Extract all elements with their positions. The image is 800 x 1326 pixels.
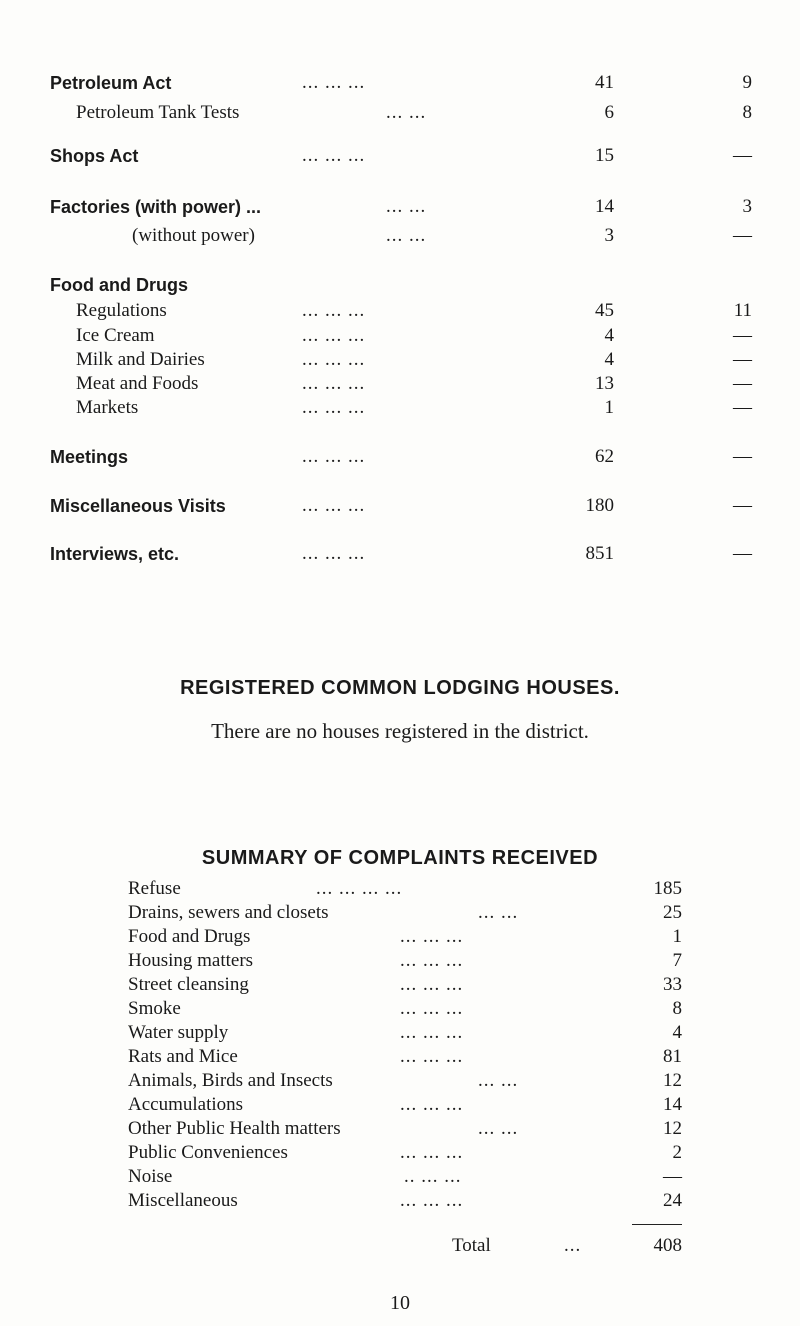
value-secondary: — <box>733 373 752 394</box>
complaint-count: 4 <box>672 1022 682 1043</box>
value-secondary: — <box>733 225 752 246</box>
value-secondary: 9 <box>742 72 752 93</box>
leader-dots: ... ... <box>386 225 427 246</box>
complaint-count: 7 <box>672 950 682 971</box>
row-label: Ice Cream <box>76 325 155 346</box>
value-count: 41 <box>595 72 614 93</box>
complaint-label: Miscellaneous <box>128 1190 238 1211</box>
lodging-houses-heading: REGISTERED COMMON LODGING HOUSES. <box>180 677 620 699</box>
complaint-row <box>0 1165 800 1189</box>
row-label: Interviews, etc. <box>50 544 180 564</box>
leader-dots: ... ... ... <box>302 397 366 418</box>
value-secondary: — <box>733 349 752 370</box>
value-count: 14 <box>595 196 614 217</box>
leader-dots: ... ... ... <box>400 926 464 947</box>
leader-dots: ... ... ... <box>400 974 464 995</box>
row-factories-with-power <box>0 194 800 220</box>
value-count: 6 <box>604 102 614 123</box>
row-milk-and-dairies <box>0 347 800 373</box>
food-and-drugs-heading <box>0 272 800 298</box>
complaint-label: Smoke <box>128 998 181 1019</box>
value-secondary: — <box>733 397 752 418</box>
row-label: Factories (with power) ... <box>50 197 262 217</box>
value-count: 13 <box>595 373 614 394</box>
section-heading: Food and Drugs <box>50 275 188 295</box>
leader-dots: ... ... ... <box>302 495 366 516</box>
value-secondary: 3 <box>742 196 752 217</box>
value-count: 45 <box>595 300 614 321</box>
value-count: 851 <box>585 543 614 564</box>
total-count: 408 <box>653 1235 682 1256</box>
complaint-count: 8 <box>672 998 682 1019</box>
leader-dots: ... ... ... <box>302 373 366 394</box>
value-secondary: — <box>733 495 752 516</box>
total-row <box>0 1234 800 1258</box>
row-label: (without power) <box>132 225 255 246</box>
leader-dots: .. ... ... <box>404 1166 462 1187</box>
leader-dots: ... ... <box>478 1118 519 1139</box>
leader-dots: ... ... ... <box>302 349 366 370</box>
complaint-label: Street cleansing <box>128 974 249 995</box>
leader-dots: ... ... ... <box>400 1046 464 1067</box>
leader-dots: ... ... ... <box>302 446 366 467</box>
row-label: Markets <box>76 397 139 418</box>
complaint-row <box>0 1141 800 1165</box>
value-count: 4 <box>604 325 614 346</box>
row-shops-act <box>0 143 800 169</box>
complaint-row <box>0 901 800 925</box>
complaint-label: Public Conveniences <box>128 1142 288 1163</box>
leader-dots: ... ... ... <box>400 998 464 1019</box>
complaint-row <box>0 1117 800 1141</box>
complaint-label: Drains, sewers and closets <box>128 902 329 923</box>
leader-dots: ... ... <box>386 196 427 217</box>
leader-dots: ... ... <box>478 902 519 923</box>
value-count: 180 <box>585 495 614 516</box>
complaint-count: — <box>663 1166 682 1187</box>
complaint-row <box>0 997 800 1021</box>
complaint-label: Noise <box>128 1166 173 1187</box>
leader-dots: ... ... ... ... <box>316 878 403 899</box>
complaints-heading: SUMMARY OF COMPLAINTS RECEIVED <box>201 847 599 869</box>
row-meat-and-foods <box>0 371 800 397</box>
row-meetings <box>0 444 800 470</box>
leader-dots: ... ... ... <box>302 325 366 346</box>
complaint-label: Water supply <box>128 1022 229 1043</box>
complaint-row <box>0 877 800 901</box>
leader-dots: ... ... <box>386 102 427 123</box>
leader-dots: ... ... ... <box>302 543 366 564</box>
complaint-label: Food and Drugs <box>128 926 251 947</box>
complaint-label: Accumulations <box>128 1094 244 1115</box>
value-secondary: 8 <box>742 102 752 123</box>
leader-dots: ... ... ... <box>400 1022 464 1043</box>
value-count: 3 <box>604 225 614 246</box>
complaint-count: 12 <box>663 1118 682 1139</box>
complaint-row <box>0 1021 800 1045</box>
value-count: 1 <box>604 397 614 418</box>
complaint-label: Refuse <box>128 878 181 899</box>
row-miscellaneous-visits <box>0 493 800 519</box>
complaint-count: 1 <box>672 926 682 947</box>
row-label: Shops Act <box>50 146 139 166</box>
leader-dots: ... ... ... <box>302 300 366 321</box>
complaint-count: 25 <box>663 902 682 923</box>
leader-dots: ... ... ... <box>400 1142 464 1163</box>
complaint-count: 81 <box>663 1046 682 1067</box>
row-label: Miscellaneous Visits <box>50 496 226 516</box>
page-number: 10 <box>390 1292 410 1314</box>
complaint-row <box>0 949 800 973</box>
row-ice-cream <box>0 323 800 349</box>
row-label: Regulations <box>76 300 167 321</box>
value-secondary: — <box>733 145 752 166</box>
row-petroleum-tank-tests <box>0 100 800 126</box>
row-label: Milk and Dairies <box>76 349 205 370</box>
row-label: Petroleum Tank Tests <box>76 102 240 123</box>
value-secondary: — <box>733 543 752 564</box>
leader-dots: ... ... <box>478 1070 519 1091</box>
complaint-row <box>0 1069 800 1093</box>
complaint-row <box>0 973 800 997</box>
complaint-label: Rats and Mice <box>128 1046 238 1067</box>
complaint-label: Housing matters <box>128 950 254 971</box>
leader-dots: ... ... ... <box>400 1190 464 1211</box>
complaint-label: Other Public Health matters <box>128 1118 341 1139</box>
complaint-count: 14 <box>663 1094 682 1115</box>
complaint-count: 185 <box>653 878 682 899</box>
row-factories-without-power <box>0 223 800 249</box>
row-regulations <box>0 298 800 324</box>
value-count: 15 <box>595 145 614 166</box>
row-label: Meetings <box>50 447 129 467</box>
row-petroleum-act <box>0 70 800 96</box>
complaint-row <box>0 1189 800 1213</box>
complaint-row <box>0 925 800 949</box>
total-rule <box>632 1224 682 1225</box>
value-secondary: 11 <box>733 300 752 321</box>
total-label: Total <box>452 1235 491 1256</box>
complaint-row <box>0 1093 800 1117</box>
row-markets <box>0 395 800 421</box>
value-secondary: — <box>733 446 752 467</box>
value-count: 62 <box>595 446 614 467</box>
complaint-count: 12 <box>663 1070 682 1091</box>
leader-dots: ... <box>564 1235 582 1256</box>
value-secondary: — <box>733 325 752 346</box>
leader-dots: ... ... ... <box>400 1094 464 1115</box>
row-interviews <box>0 541 800 567</box>
value-count: 4 <box>604 349 614 370</box>
leader-dots: ... ... ... <box>400 950 464 971</box>
leader-dots: ... ... ... <box>302 145 366 166</box>
row-label: Meat and Foods <box>76 373 199 394</box>
lodging-houses-text: There are no houses registered in the district. <box>211 719 589 743</box>
complaint-label: Animals, Birds and Insects <box>128 1070 333 1091</box>
complaint-count: 33 <box>663 974 682 995</box>
complaint-count: 24 <box>663 1190 682 1211</box>
leader-dots: ... ... ... <box>302 72 366 93</box>
complaint-row <box>0 1045 800 1069</box>
row-label: Petroleum Act <box>50 73 172 93</box>
complaint-count: 2 <box>672 1142 682 1163</box>
